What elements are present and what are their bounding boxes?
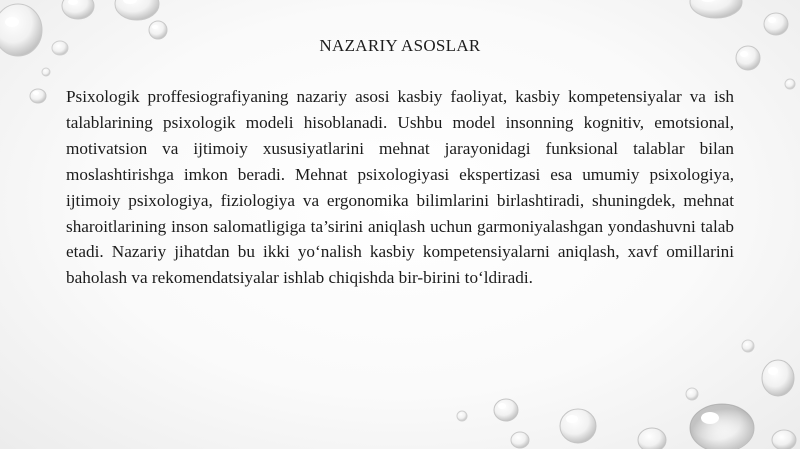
droplet xyxy=(42,68,50,76)
droplet xyxy=(762,360,794,396)
droplet xyxy=(764,13,788,35)
droplet xyxy=(30,89,46,103)
droplet xyxy=(785,79,795,89)
droplet xyxy=(686,388,698,400)
slide-body-paragraph: Psixologik proffesiografiyaning nazariy asosi kasbiy faoliyat, kasbiy kompetensiyalar va ish talablarining psixologik modeli hisoblanadi. Ushbu model insonning kognitiv, emotsional, motivatsion va ijtimoiy xususiyatlarini mehnat jarayonidagi funksional talablar bilan moslashtirishga imkon beradi. Mehnat psixologiyasi ekspertizasi esa umumiy psixologiya, ijtimoiy psixologiya, fiziologiya va ergonomika bilimlarini birlashtiradi, shuningdek, mehnat sharoitlarining inson salomatligiga ta’sirini aniqlash uchun garmoniyalashgan yondashuvni talab etadi. Nazariy jihatdan bu ikki yo‘nalish kasbiy kompetensiyalarni aniqlash, xavf omillarini baholash va rekomendatsiyalar ishlab chiqishda bir-birini to‘ldiradi. xyxy=(66,87,734,288)
droplet xyxy=(690,0,742,18)
droplet xyxy=(560,409,596,443)
droplet xyxy=(511,432,529,448)
slide-title: NAZARIY ASOSLAR xyxy=(319,36,481,55)
droplet xyxy=(772,430,796,449)
droplet xyxy=(690,404,754,449)
droplet xyxy=(742,340,754,352)
droplet xyxy=(638,428,666,449)
droplet xyxy=(62,0,94,19)
droplet xyxy=(457,411,467,421)
droplet xyxy=(494,399,518,421)
droplet xyxy=(115,0,159,20)
